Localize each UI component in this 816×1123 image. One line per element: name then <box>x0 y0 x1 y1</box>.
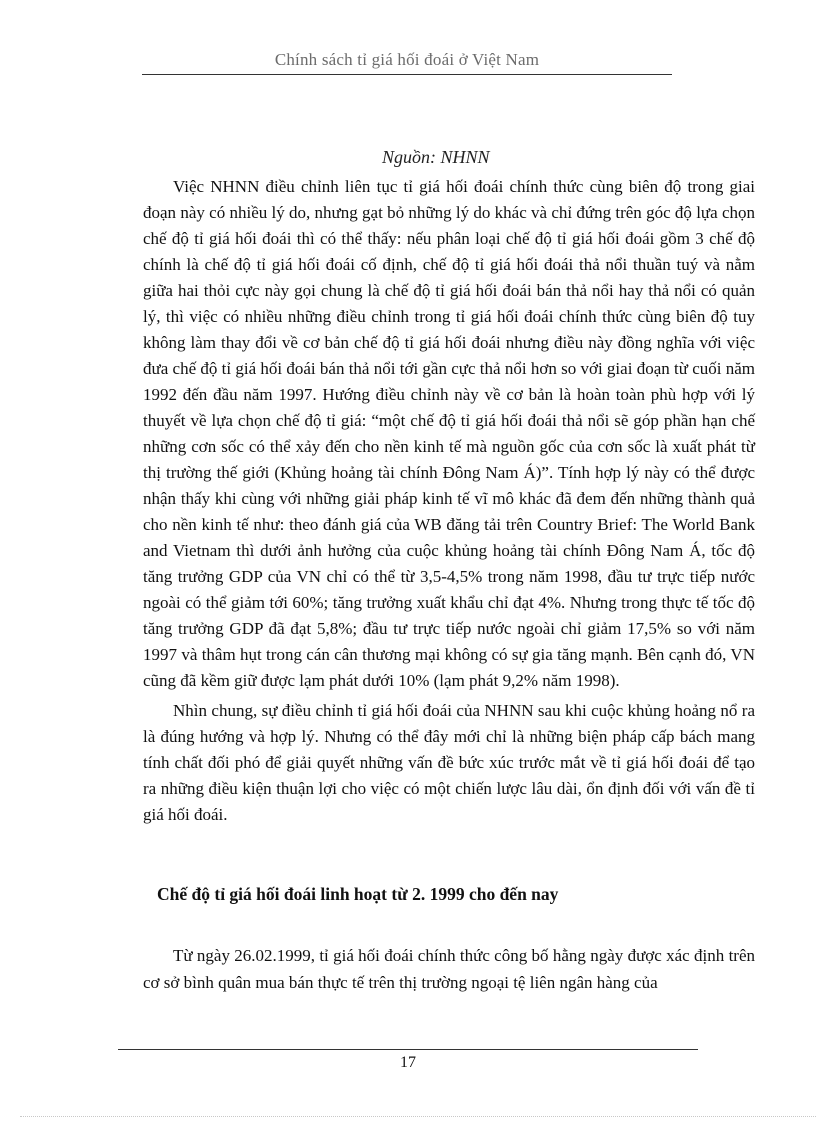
page-edge-dotted-line <box>20 1116 816 1117</box>
section-body <box>143 942 755 996</box>
footer-divider <box>118 1049 698 1050</box>
paragraph-exchange-rate-adjustments: Việc NHNN điều chỉnh liên tục tỉ giá hối đoái chính thức cùng biên độ trong giai đoạn này có nhiều lý do, nhưng gạt bỏ những lý do khác và chỉ đứng trên góc độ lựa chọn chế độ tỉ giá hối đoái thì có thể thấy: nếu phân loại chế độ tỉ giá hối đoái gồm 3 chế độ chính là chế độ tỉ giá hối đoái cố định, chế độ tỉ giá hối đoái thả nổi thuần tuý và nằm giữa hai thỏi cực này gọi chung là chế độ tỉ giá hối đoái bán thả nổi hay thả nổi có quản lý, thì việc có nhiều những điều chỉnh trong tỉ giá hối đoái chính thức cùng biên độ tuy không làm thay đổi về cơ bản chế độ tỉ giá hối đoái nhưng điều này đồng nghĩa với việc đưa chế độ tỉ giá hối đoái bán thả nổi tới gần cực thả nổi hơn so với giai đoạn từ cuối năm 1992 đến đầu năm 1997. Hướng điều chỉnh này về cơ bản là hoàn toàn phù hợp với lý thuyết về lựa chọn chế độ tỉ giá: “một chế độ tỉ giá hối đoái thả nổi sẽ góp phần hạn chế những cơn sốc có thể xảy đến cho nền kinh tế mà nguồn gốc của cơn sốc là xuất phát từ thị trường thế giới (Khủng hoảng tài chính Đông Nam Á)”. Tính hợp lý này có thể được nhận thấy khi cùng với những giải pháp kinh tế vĩ mô khác đã đem đến những thành quả cho nền kinh tế như: theo đánh giá của WB đăng tải trên Country Brief: The World Bank and Vietnam thì dưới ảnh hưởng của cuộc khủng hoảng tài chính Đông Nam Á, tốc độ tăng trưởng GDP của VN chỉ có thể từ 3,5-4,5% trong năm 1998, đầu tư trực tiếp nước ngoài có thể giảm tới 60%; tăng trưởng xuất khẩu chỉ đạt 4%. Nhưng trong thực tế tốc độ tăng trưởng GDP đã đạt 5,8%; đầu tư trực tiếp nước ngoài chỉ giảm 17,5% so với năm 1997 và thâm hụt trong cán cân thương mại không có sự gia tăng mạnh. Bên cạnh đó, VN cũng đã kềm giữ được lạm phát dưới 10% (lạm phát 9,2% năm 1998). <box>143 177 755 690</box>
section-heading: Chế độ tỉ giá hối đoái linh hoạt từ 2. 1999 cho đến nay <box>157 884 559 904</box>
paragraph-summary: Nhìn chung, sự điều chỉnh tỉ giá hối đoái của NHNN sau khi cuộc khủng hoảng nổ ra là đúng hướng và hợp lý. Nhưng có thể đây mới chỉ là những biện pháp cấp bách mang tính chất đối phó để giải quyết những vấn đề bức xúc trước mắt về tỉ giá hối đoái để tạo ra những điều kiện thuận lợi cho việc có một chiến lược lâu dài, ổn định đối với vấn đề tỉ giá hối đoái. <box>143 701 755 824</box>
page-number: 17 <box>400 1054 416 1071</box>
running-header: Chính sách tỉ giá hối đoái ở Việt Nam <box>274 50 540 69</box>
header-divider <box>142 74 672 75</box>
body-text <box>143 174 755 828</box>
paragraph-flexible-regime: Từ ngày 26.02.1999, tỉ giá hối đoái chính thức công bố hằng ngày được xác định trên cơ sở bình quân mua bán thực tế trên thị trường ngoại tệ liên ngân hàng của <box>143 946 755 992</box>
source-note: Nguồn: NHNN <box>382 147 490 167</box>
